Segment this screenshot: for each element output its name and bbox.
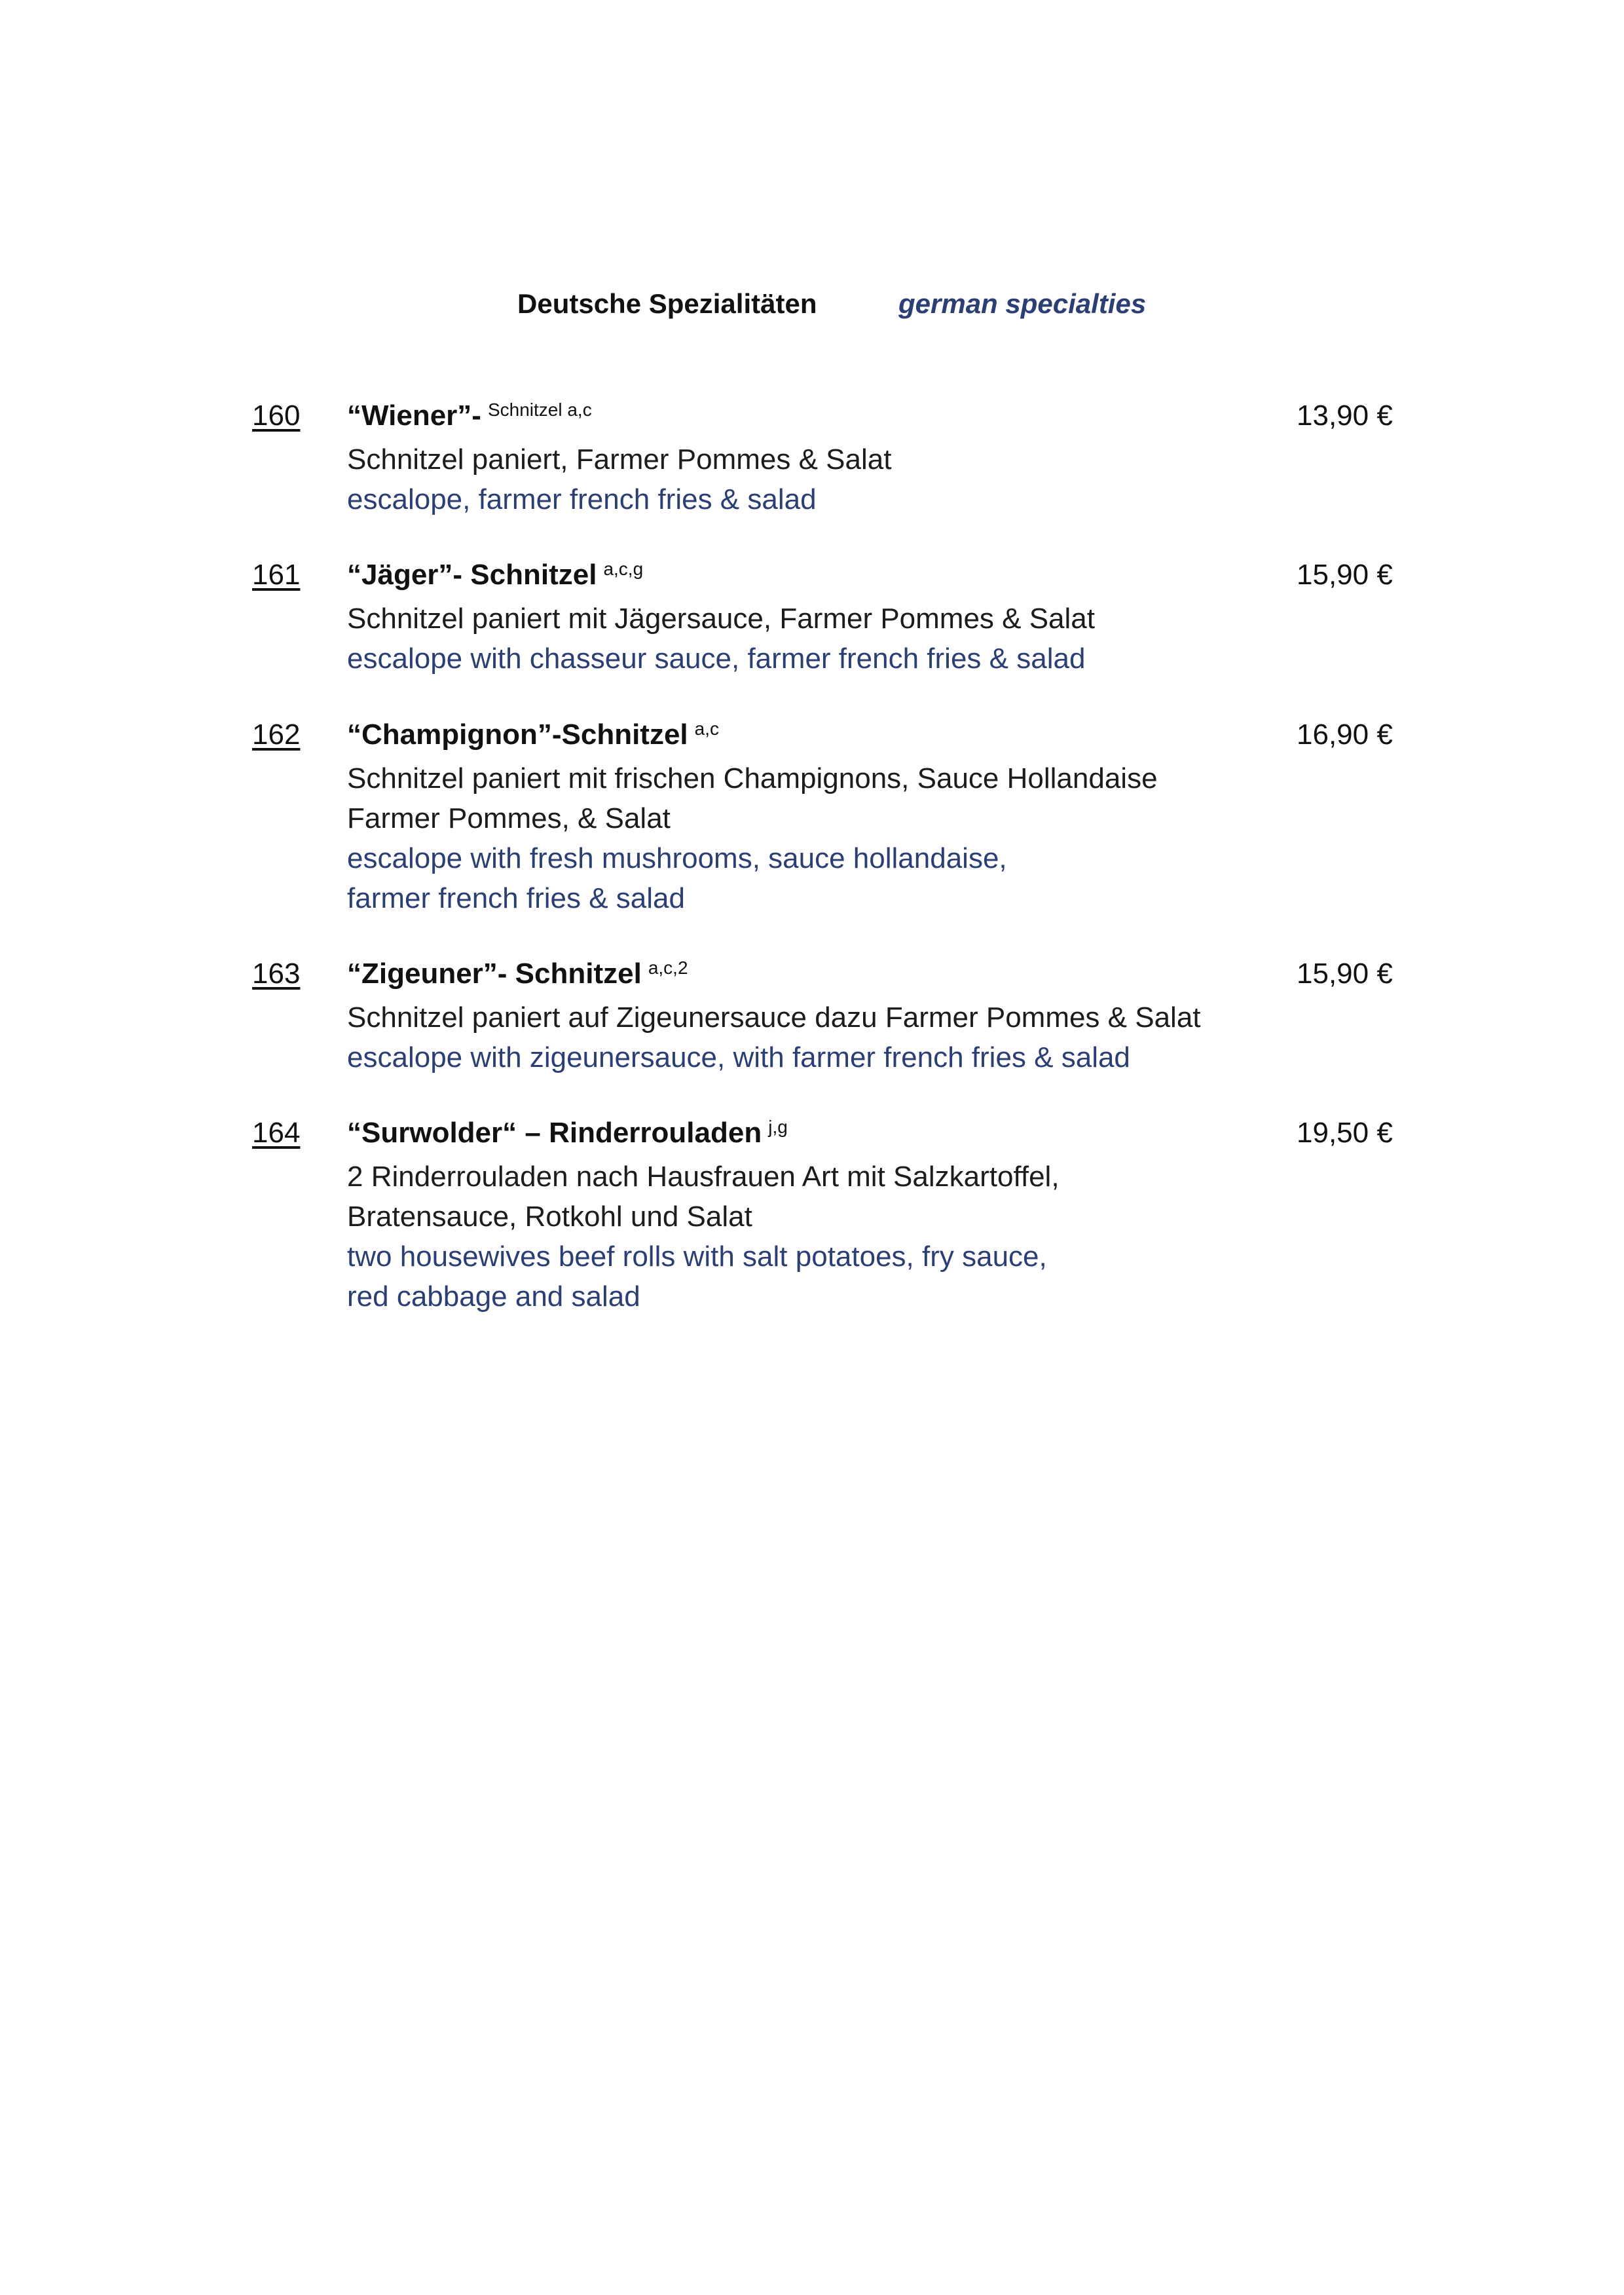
item-price: 15,90 €: [1297, 958, 1393, 990]
item-description: [347, 998, 1201, 1077]
english-description-line: escalope, farmer french fries & salad: [347, 483, 817, 515]
item-title-text: “Jäger”- Schnitzel: [347, 559, 597, 591]
item-number: 161: [252, 559, 301, 591]
item-price: 16,90 €: [1297, 718, 1393, 751]
item-number: 164: [252, 1117, 301, 1149]
item-title-text: “Surwolder“ – Rinderrouladen: [347, 1117, 762, 1149]
item-number: 160: [252, 400, 301, 432]
german-description-line: 2 Rinderrouladen nach Hausfrauen Art mit Salzkartoffel,: [347, 1161, 1060, 1193]
item-description: [347, 758, 1158, 918]
german-description-line: Schnitzel paniert mit Jägersauce, Farmer Pommes & Salat: [347, 603, 1096, 635]
allergen-codes: a,c: [694, 718, 720, 739]
item-price: 15,90 €: [1297, 559, 1393, 591]
item-title: [347, 400, 592, 432]
item-description: [347, 439, 891, 519]
item-price: 13,90 €: [1297, 400, 1393, 432]
english-description-line: escalope with fresh mushrooms, sauce hollandaise,: [347, 842, 1007, 874]
english-description-line: red cabbage and salad: [347, 1280, 640, 1313]
german-description-line: Schnitzel paniert auf Zigeunersauce dazu Farmer Pommes & Salat: [347, 1001, 1201, 1034]
allergen-codes: a,c,g: [603, 559, 644, 579]
allergen-codes: j,g: [768, 1117, 788, 1137]
item-title: [347, 1117, 788, 1149]
german-description-line: Bratensauce, Rotkohl und Salat: [347, 1201, 752, 1233]
german-description-line: Farmer Pommes, & Salat: [347, 802, 671, 834]
allergen-codes: a,c,2: [648, 958, 688, 978]
english-description-line: two housewives beef rolls with salt potatoes, fry sauce,: [347, 1241, 1047, 1273]
item-number: 163: [252, 958, 301, 990]
allergen-codes: Schnitzel a,c: [487, 400, 592, 420]
item-price: 19,50 €: [1297, 1117, 1393, 1149]
item-title: [347, 559, 643, 591]
item-number: 162: [252, 718, 301, 751]
header-title-english: german specialties: [898, 288, 1147, 319]
english-description-line: farmer french fries & salad: [347, 882, 685, 914]
item-title-text: “Wiener”-: [347, 400, 481, 432]
english-description-line: escalope with chasseur sauce, farmer french fries & salad: [347, 643, 1086, 675]
item-title: [347, 718, 719, 751]
item-title-text: “Champignon”-Schnitzel: [347, 718, 688, 751]
item-title: [347, 958, 688, 990]
english-description-line: escalope with zigeunersauce, with farmer french fries & salad: [347, 1041, 1130, 1073]
item-description: [347, 599, 1095, 679]
item-description: [347, 1157, 1060, 1316]
item-title-text: “Zigeuner”- Schnitzel: [347, 958, 642, 990]
header-title-german: Deutsche Spezialitäten: [517, 288, 817, 319]
german-description-line: Schnitzel paniert mit frischen Champignons, Sauce Hollandaise: [347, 762, 1158, 794]
german-description-line: Schnitzel paniert, Farmer Pommes & Salat: [347, 443, 892, 476]
